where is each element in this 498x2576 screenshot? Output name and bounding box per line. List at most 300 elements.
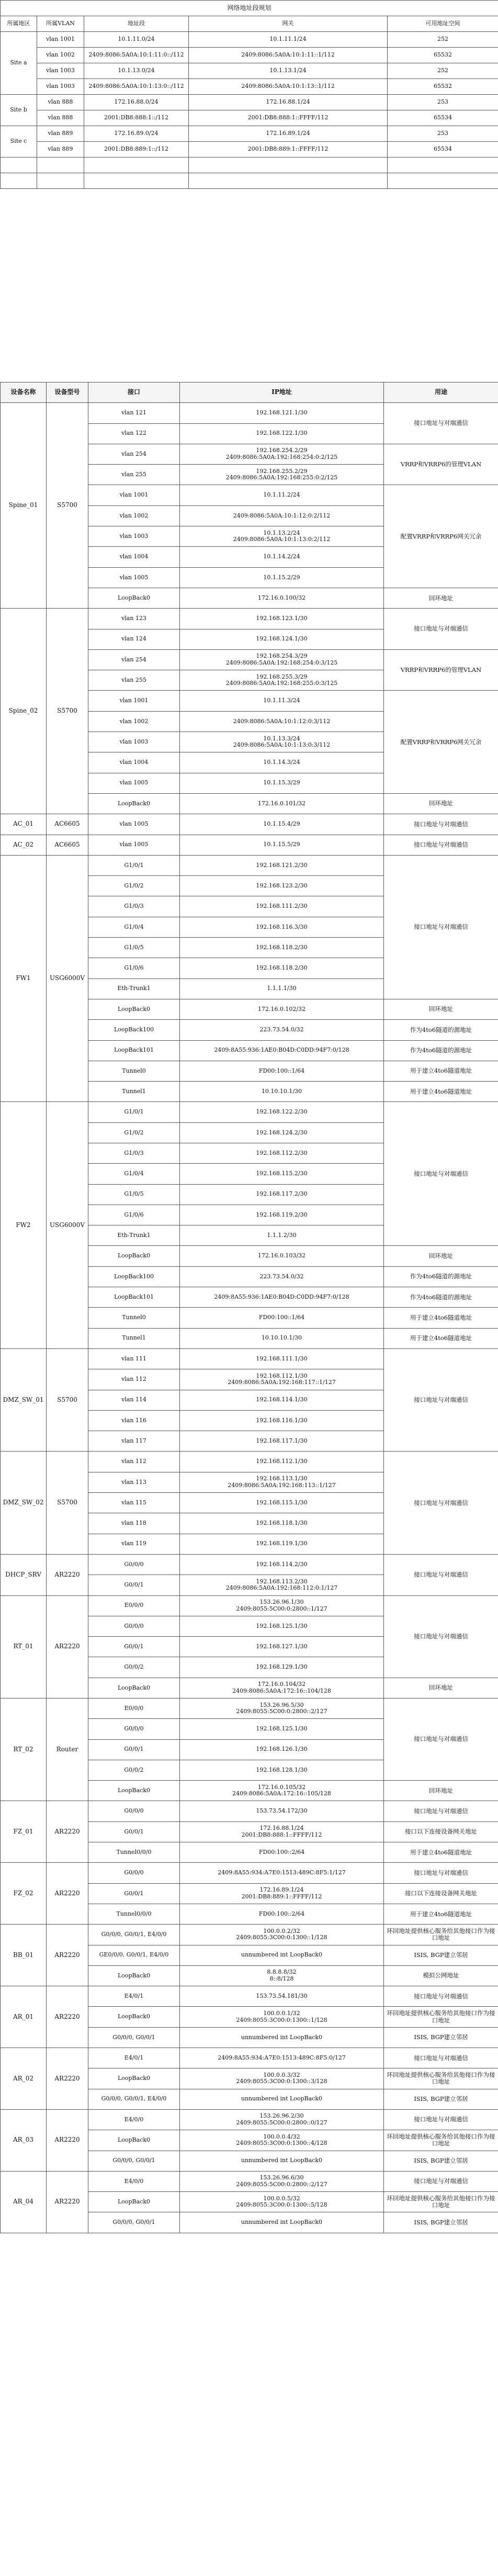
interface-cell: G0/0/1: [88, 1883, 180, 1904]
interface-cell: G1/0/1: [88, 1102, 180, 1122]
interface-cell: G1/0/4: [88, 917, 180, 937]
purpose-cell: 接口地址与对端通信: [384, 1986, 498, 2007]
ip-address-cell: 223.73.54.0/32: [180, 1266, 384, 1287]
interface-cell: vlan 117: [88, 1431, 180, 1452]
purpose-cell: VRRP和VRRP6的管理VLAN: [384, 649, 498, 691]
table-row: [1, 1863, 498, 1883]
purpose-cell: 用于建立4to6隧道地址: [384, 1328, 498, 1348]
interface-cell: G0/0/0, G0/0/1, E4/0/0: [88, 2089, 180, 2109]
interface-cell: G0/0/2: [88, 1657, 180, 1678]
interface-cell: E4/0/0: [88, 2171, 180, 2191]
device-name-cell: FW2: [1, 1102, 47, 1349]
purpose-cell: 接口地址与对端通信: [384, 835, 498, 855]
interface-cell: vlan 1004: [88, 752, 180, 773]
device-model-cell: AC6605: [47, 814, 88, 835]
table-cell: vlan 1003: [37, 79, 84, 95]
device-name-cell: AC_02: [1, 835, 47, 855]
interface-cell: vlan 1003: [88, 732, 180, 752]
ip-address-cell: 100.0.0.3/32 2409:8055:3C00:0:1300::3/128: [180, 2068, 384, 2089]
interface-cell: vlan 118: [88, 1513, 180, 1534]
empty-cell: [1, 158, 37, 173]
interface-cell: G0/0/1: [88, 1575, 180, 1595]
table-cell: 10.1.13.0/24: [84, 63, 189, 79]
ip-address-cell: 192.168.118.2/30: [180, 958, 384, 978]
device-model-cell: AR2220: [47, 1554, 88, 1595]
interface-cell: LoopBack100: [88, 1020, 180, 1040]
device-name-cell: BB_01: [1, 1925, 47, 1986]
device-name-cell: DHCP_SRV: [1, 1554, 47, 1595]
device-name-cell: FZ_01: [1, 1801, 47, 1863]
interface-cell: G1/0/3: [88, 1143, 180, 1163]
header-row: [1, 383, 498, 403]
purpose-cell: 接口地址与对端通信: [384, 1554, 498, 1595]
table-row: [1, 48, 498, 63]
table-row: [1, 814, 498, 835]
interface-cell: vlan 1001: [88, 691, 180, 711]
ip-address-cell: 153.26.96.5/30 2409:8055:5C00:0:2800::2/127: [180, 1698, 384, 1719]
ip-address-cell: 10.1.11.2/24: [180, 485, 384, 505]
device-name-cell: AR_02: [1, 2048, 47, 2110]
table-row: [1, 2171, 498, 2191]
interface-cell: G0/0/1: [88, 1821, 180, 1842]
ip-address-cell: 172.16.0.101/32: [180, 793, 384, 814]
purpose-cell: 接口地址与对端通信: [384, 1348, 498, 1451]
interface-cell: LoopBack101: [88, 1287, 180, 1308]
table-cell: 65534: [388, 110, 498, 126]
header-cell: 可用地址空间: [388, 16, 498, 32]
ip-address-cell: FD00:100::2/64: [180, 1904, 384, 1924]
ip-address-cell: 192.168.126.1/30: [180, 1739, 384, 1760]
table-cell: 2001:DB8:888:1::/112: [84, 110, 189, 126]
table-title-row: [1, 1, 498, 16]
purpose-cell: 接口地址与对端通信: [384, 609, 498, 650]
table-title: 网络地址段规划: [1, 1, 498, 16]
interface-cell: G0/0/1: [88, 1637, 180, 1657]
ip-address-cell: 172.16.0.104/32 2409:8086:5A0A:172:16::104/128: [180, 1678, 384, 1698]
table-cell: 253: [388, 126, 498, 142]
device-name-cell: DMZ_SW_01: [1, 1348, 47, 1451]
table-row: [1, 79, 498, 95]
address-plan-table: [0, 382, 498, 2233]
purpose-cell: 回环地址: [384, 1246, 498, 1266]
device-model-cell: Router: [47, 1698, 88, 1801]
header-cell: 网关: [189, 16, 388, 32]
purpose-cell: 接口地址与对端通信: [384, 2109, 498, 2130]
interface-cell: vlan 122: [88, 423, 180, 444]
purpose-cell: 作为4to6隧道的源地址: [384, 1040, 498, 1061]
purpose-cell: 配置VRRP和VRRP6网关冗余: [384, 691, 498, 793]
ip-address-cell: 192.168.254.3/29 2409:8086:5A0A:192:168:254:0:3/125: [180, 649, 384, 670]
ip-address-cell: 10.1.11.3/24: [180, 691, 384, 711]
device-model-cell: AR2220: [47, 2171, 88, 2233]
table-cell: 2001:DB8:888:1::FFFF/112: [189, 110, 388, 126]
interface-cell: Tunnel0/0/0: [88, 1842, 180, 1863]
device-model-cell: AR2220: [47, 1801, 88, 1863]
purpose-cell: 接口以下连接设备网关地址: [384, 1883, 498, 1904]
empty-cell: [388, 158, 498, 173]
interface-cell: vlan 116: [88, 1410, 180, 1431]
table-cell: vlan 1003: [37, 63, 84, 79]
header-cell: 设备名称: [1, 383, 47, 403]
interface-cell: G0/0/0: [88, 1616, 180, 1636]
purpose-cell: 回环地址: [384, 588, 498, 608]
purpose-cell: 用于建立4to6隧道地址: [384, 1308, 498, 1328]
interface-cell: Eth-Trunk1: [88, 978, 180, 999]
purpose-cell: 作为4to6隧道的源地址: [384, 1266, 498, 1287]
interface-cell: G0/0/0: [88, 1863, 180, 1883]
interface-cell: G1/0/4: [88, 1164, 180, 1184]
purpose-cell: 环回地址提供核心服务给其他接口作为接口地址: [384, 2130, 498, 2151]
ip-address-cell: 223.73.54.0/32: [180, 1020, 384, 1040]
device-model-cell: AR2220: [47, 2109, 88, 2171]
ip-address-cell: FD00:100::2/64: [180, 1842, 384, 1863]
table-row: [1, 126, 498, 142]
interface-cell: vlan 114: [88, 1390, 180, 1410]
purpose-cell: 接口地址与对端通信: [384, 855, 498, 999]
interface-cell: LoopBack0: [88, 999, 180, 1019]
ip-address-cell: 192.168.116.3/30: [180, 917, 384, 937]
interface-cell: G0/0/0, G0/0/1, E4/0/0: [88, 1925, 180, 1945]
ip-address-cell: 2409:8086:5A0A:10:1:12:0:2/112: [180, 505, 384, 526]
table-cell: 253: [388, 95, 498, 110]
ip-address-cell: 192.168.113.2/30 2409:8086:5A0A:192:168:112:0:1/127: [180, 1575, 384, 1595]
ip-address-cell: 192.168.112.2/30: [180, 1143, 384, 1163]
device-model-cell: S5700: [47, 1348, 88, 1451]
purpose-cell: 接口地址与对端通信: [384, 403, 498, 444]
ip-address-cell: 192.168.112.1/30 2409:8086:5A0A:192:168:117::1/127: [180, 1369, 384, 1390]
ip-address-cell: 2409:8A55:936:1AE0:B04D:C0DD:94F7:0/128: [180, 1040, 384, 1061]
interface-cell: vlan 254: [88, 444, 180, 464]
header-cell: 设备型号: [47, 383, 88, 403]
table-row: [1, 142, 498, 158]
interface-cell: LoopBack0: [88, 2192, 180, 2212]
interface-cell: LoopBack0: [88, 2007, 180, 2027]
ip-address-cell: 1.1.1.1/30: [180, 978, 384, 999]
table-row: [1, 2048, 498, 2068]
empty-cell: [37, 173, 84, 189]
interface-cell: Tunnel1: [88, 1082, 180, 1102]
device-model-cell: AR2220: [47, 2048, 88, 2110]
table-row: [1, 1102, 498, 1122]
purpose-cell: 回环地址: [384, 1781, 498, 1801]
ip-address-cell: 192.168.124.2/30: [180, 1122, 384, 1143]
ip-address-cell: 192.168.124.1/30: [180, 629, 384, 649]
ip-address-cell: 192.168.125.1/30: [180, 1719, 384, 1739]
interface-cell: Tunnel0: [88, 1308, 180, 1328]
ip-address-cell: 192.168.127.1/30: [180, 1637, 384, 1657]
ip-address-cell: 172.16.0.105/32 2409:8086:5A0A:172:16::105/128: [180, 1781, 384, 1801]
purpose-cell: 模拟公网地址: [384, 1965, 498, 1986]
ip-address-cell: 2409:8A55:934:A7E0:1513:489C:8F5:1/127: [180, 1863, 384, 1883]
interface-cell: vlan 255: [88, 465, 180, 485]
ip-address-cell: unnumbered int LoopBack0: [180, 1945, 384, 1965]
interface-cell: G0/0/0: [88, 1719, 180, 1739]
ip-address-cell: 192.168.123.2/30: [180, 876, 384, 896]
purpose-cell: 接口地址与对端通信: [384, 2048, 498, 2068]
ip-address-cell: 192.168.117.1/30: [180, 1431, 384, 1452]
interface-cell: vlan 1005: [88, 814, 180, 835]
table-row: [1, 1698, 498, 1719]
purpose-cell: 接口地址与对端通信: [384, 2171, 498, 2191]
device-model-cell: AR2220: [47, 1986, 88, 2048]
ip-address-cell: 192.168.115.1/30: [180, 1493, 384, 1513]
ip-address-cell: 192.168.115.2/30: [180, 1164, 384, 1184]
interface-cell: G0/0/2: [88, 1760, 180, 1780]
table-row: [1, 1348, 498, 1369]
device-model-cell: S5700: [47, 1452, 88, 1554]
interface-cell: G0/0/0, G0/0/1: [88, 2151, 180, 2171]
ip-address-cell: 10.1.15.3/29: [180, 773, 384, 793]
ip-address-cell: unnumbered int LoopBack0: [180, 2212, 384, 2233]
interface-cell: LoopBack0: [88, 1781, 180, 1801]
ip-address-cell: 10.1.15.4/29: [180, 814, 384, 835]
ip-address-cell: 192.168.119.1/30: [180, 1534, 384, 1554]
interface-cell: G0/0/0: [88, 1801, 180, 1821]
table-cell: 2409:8086:5A0A:10:1:13:0::/112: [84, 79, 189, 95]
interface-cell: E0/0/0: [88, 1595, 180, 1616]
empty-cell: [84, 173, 189, 189]
interface-cell: G1/0/5: [88, 1184, 180, 1205]
table-cell: 2001:DB8:889:1::FFFF/112: [189, 142, 388, 158]
interface-cell: LoopBack0: [88, 793, 180, 814]
table-row: [1, 1554, 498, 1574]
table-cell: vlan 1002: [37, 48, 84, 63]
table-cell: 172.16.89.0/24: [84, 126, 189, 142]
ip-address-cell: 192.168.121.1/30: [180, 403, 384, 423]
ip-address-cell: 153.26.96.2/30 2409:8055:5C00:0:2800::0/127: [180, 2109, 384, 2130]
table-row: [1, 609, 498, 629]
interface-cell: E4/0/0: [88, 2109, 180, 2130]
table-cell: 65534: [388, 142, 498, 158]
interface-cell: LoopBack0: [88, 588, 180, 608]
empty-cell: [189, 173, 388, 189]
table-cell: 65532: [388, 48, 498, 63]
purpose-cell: 回环地址: [384, 1678, 498, 1698]
ip-address-cell: 192.168.121.2/30: [180, 855, 384, 875]
ip-address-cell: 192.168.116.1/30: [180, 1410, 384, 1431]
interface-cell: vlan 1002: [88, 711, 180, 732]
device-name-cell: AR_03: [1, 2109, 47, 2171]
header-cell: 接口: [88, 383, 180, 403]
ip-address-cell: 192.168.123.1/30: [180, 609, 384, 629]
device-model-cell: S5700: [47, 609, 88, 814]
ip-address-cell: 172.16.0.102/32: [180, 999, 384, 1019]
purpose-cell: VRRP和VRRP6的管理VLAN: [384, 444, 498, 485]
table-row: [1, 95, 498, 110]
ip-address-cell: 10.1.15.2/29: [180, 567, 384, 588]
ip-address-cell: 2409:8086:5A0A:10:1:12:0:3/112: [180, 711, 384, 732]
ip-address-cell: 1.1.1.2/30: [180, 1225, 384, 1246]
interface-cell: G1/0/6: [88, 958, 180, 978]
table-cell: 172.16.89.1/24: [189, 126, 388, 142]
table-cell: 2001:DB8:889:1::/112: [84, 142, 189, 158]
ip-address-cell: 192.168.117.2/30: [180, 1184, 384, 1205]
interface-cell: vlan 1001: [88, 485, 180, 505]
device-name-cell: RT_01: [1, 1595, 47, 1698]
network-segment-table: [0, 0, 498, 189]
ip-address-cell: 153.73.54.181/30: [180, 1986, 384, 2007]
table-cell: 10.1.13.1/24: [189, 63, 388, 79]
table-cell: 252: [388, 63, 498, 79]
table-cell: 2409:8086:5A0A:10:1:11::1/112: [189, 48, 388, 63]
interface-cell: G1/0/6: [88, 1205, 180, 1225]
table-row: [1, 1452, 498, 1472]
device-model-cell: AC6605: [47, 835, 88, 855]
ip-address-cell: FD00:100::1/64: [180, 1061, 384, 1081]
interface-cell: G0/0/0, G0/0/1: [88, 2027, 180, 2048]
ip-address-cell: 10.1.13.3/24 2409:8086:5A0A:10:1:13:0:3/112: [180, 732, 384, 752]
interface-cell: G1/0/2: [88, 876, 180, 896]
interface-cell: G0/0/0: [88, 1554, 180, 1574]
interface-cell: Eth-Trunk1: [88, 1225, 180, 1246]
purpose-cell: 接口地址与对端通信: [384, 1698, 498, 1781]
purpose-cell: 用于建立4to6隧道地址: [384, 1842, 498, 1863]
interface-cell: vlan 112: [88, 1452, 180, 1472]
purpose-cell: 接口地址与对端通信: [384, 1801, 498, 1821]
table-cell: vlan 889: [37, 126, 84, 142]
ip-address-cell: 8.8.8.8/32 8::8/128: [180, 1965, 384, 1986]
interface-cell: vlan 119: [88, 1534, 180, 1554]
table-cell: vlan 1001: [37, 32, 84, 48]
interface-cell: Tunnel0: [88, 1061, 180, 1081]
ip-address-cell: unnumbered int LoopBack0: [180, 2151, 384, 2171]
interface-cell: vlan 112: [88, 1369, 180, 1390]
purpose-cell: 配置VRRP和VRRP6网关冗余: [384, 485, 498, 588]
ip-address-cell: 2409:8A55:934:A7E0:1513:489C:8F5:0/127: [180, 2048, 384, 2068]
ip-address-cell: 10.1.14.2/24: [180, 547, 384, 567]
ip-address-cell: unnumbered int LoopBack0: [180, 2089, 384, 2109]
device-model-cell: USG6000V: [47, 1102, 88, 1349]
interface-cell: vlan 111: [88, 1348, 180, 1369]
table-row: [1, 1925, 498, 1945]
purpose-cell: 环回地址提供核心服务给其他接口作为接口地址: [384, 1925, 498, 1945]
empty-cell: [1, 173, 37, 189]
interface-cell: vlan 113: [88, 1472, 180, 1492]
table-cell: vlan 888: [37, 95, 84, 110]
purpose-cell: 用于建立4to6隧道地址: [384, 1082, 498, 1102]
table-cell: 2409:8086:5A0A:10:1:13::1/112: [189, 79, 388, 95]
ip-address-cell: 100.0.0.5/32 2409:8055:3C00:0:1300::5/128: [180, 2192, 384, 2212]
header-cell: 所属地区: [1, 16, 37, 32]
ip-address-cell: 192.168.111.1/30: [180, 1348, 384, 1369]
ip-address-cell: 192.168.125.1/30: [180, 1616, 384, 1636]
purpose-cell: 接口地址与对端通信: [384, 1102, 498, 1246]
interface-cell: LoopBack0: [88, 2130, 180, 2151]
table-cell: 10.1.11.0/24: [84, 32, 189, 48]
device-name-cell: FZ_02: [1, 1863, 47, 1925]
interface-cell: GE0/0/0, G0/0/1, E4/0/0: [88, 1945, 180, 1965]
header-cell: 用途: [384, 383, 498, 403]
interface-cell: G1/0/5: [88, 938, 180, 958]
purpose-cell: 接口地址与对端通信: [384, 1595, 498, 1678]
ip-address-cell: 2409:8A55:936:1AE0:B04D:C0DD:94F7:0/128: [180, 1287, 384, 1308]
purpose-cell: 回环地址: [384, 793, 498, 814]
purpose-cell: 用于建立4to6隧道地址: [384, 1061, 498, 1081]
purpose-cell: ISIS, BGP建立邻居: [384, 2212, 498, 2233]
interface-cell: vlan 115: [88, 1493, 180, 1513]
interface-cell: vlan 1005: [88, 567, 180, 588]
purpose-cell: 接口以下连接设备网关地址: [384, 1821, 498, 1842]
interface-cell: LoopBack100: [88, 1266, 180, 1287]
table-cell: 2409:8086:5A0A:10:1:11:0::/112: [84, 48, 189, 63]
ip-address-cell: 10.10.10.1/30: [180, 1082, 384, 1102]
table-cell: 172.16.88.0/24: [84, 95, 189, 110]
device-name-cell: DMZ_SW_02: [1, 1452, 47, 1554]
purpose-cell: ISIS, BGP建立邻居: [384, 2151, 498, 2171]
table-cell: 172.16.88.1/24: [189, 95, 388, 110]
ip-address-cell: 172.16.89.1/24 2001:DB8:889:1::FFFF/112: [180, 1883, 384, 1904]
header-cell: IP地址: [180, 383, 384, 403]
ip-address-cell: 192.168.122.1/30: [180, 423, 384, 444]
interface-cell: vlan 123: [88, 609, 180, 629]
site-cell: Site b: [1, 95, 37, 126]
table-row: [1, 1595, 498, 1616]
purpose-cell: 作为4to6隧道的源地址: [384, 1287, 498, 1308]
device-name-cell: AR_04: [1, 2171, 47, 2233]
purpose-cell: 环回地址提供核心服务给其他接口作为接口地址: [384, 2068, 498, 2089]
ip-address-cell: 192.168.129.1/30: [180, 1657, 384, 1678]
device-name-cell: AR_01: [1, 1986, 47, 2048]
interface-cell: vlan 1005: [88, 773, 180, 793]
device-model-cell: USG6000V: [47, 855, 88, 1102]
empty-row: [1, 173, 498, 189]
ip-address-cell: 172.16.0.103/32: [180, 1246, 384, 1266]
ip-address-cell: 153.26.96.6/30 2409:8055:5C00:0:2800::2/127: [180, 2171, 384, 2191]
ip-address-cell: 192.168.255.2/29 2409:8086:5A0A:192:168:255:0:2/125: [180, 465, 384, 485]
interface-cell: G0/0/0, G0/0/1: [88, 2212, 180, 2233]
header-row: [1, 16, 498, 32]
interface-cell: G1/0/2: [88, 1122, 180, 1143]
ip-address-cell: 10.1.14.3/24: [180, 752, 384, 773]
ip-address-cell: 172.16.0.100/32: [180, 588, 384, 608]
ip-address-cell: 192.168.111.2/30: [180, 896, 384, 917]
interface-cell: vlan 1003: [88, 526, 180, 547]
ip-address-cell: 192.168.122.2/30: [180, 1102, 384, 1122]
ip-address-cell: 100.0.0.4/32 2409:8055:3C00:0:1300::4/128: [180, 2130, 384, 2151]
table-cell: vlan 889: [37, 142, 84, 158]
interface-cell: LoopBack101: [88, 1040, 180, 1061]
ip-address-cell: 10.10.10.1/30: [180, 1328, 384, 1348]
device-model-cell: AR2220: [47, 1925, 88, 1986]
interface-cell: E0/0/0: [88, 1698, 180, 1719]
purpose-cell: 用于建立4to6隧道地址: [384, 1904, 498, 1924]
device-name-cell: AC_01: [1, 814, 47, 835]
ip-address-cell: 100.0.0.2/32 2409:8055:3C00:0:1300::1/128: [180, 1925, 384, 1945]
ip-address-cell: 192.168.128.1/30: [180, 1760, 384, 1780]
interface-cell: vlan 1005: [88, 835, 180, 855]
ip-address-cell: 192.168.112.1/30: [180, 1452, 384, 1472]
ip-address-cell: FD00:100::1/64: [180, 1308, 384, 1328]
interface-cell: vlan 124: [88, 629, 180, 649]
interface-cell: vlan 1002: [88, 505, 180, 526]
purpose-cell: 接口地址与对端通信: [384, 814, 498, 835]
table-row: [1, 1986, 498, 2007]
table-row: [1, 63, 498, 79]
interface-cell: Tunnel1: [88, 1328, 180, 1348]
device-name-cell: FW1: [1, 855, 47, 1102]
purpose-cell: 接口地址与对端通信: [384, 1452, 498, 1554]
interface-cell: vlan 254: [88, 649, 180, 670]
device-model-cell: AR2220: [47, 1595, 88, 1698]
ip-address-cell: 192.168.118.2/30: [180, 938, 384, 958]
interface-cell: vlan 255: [88, 670, 180, 691]
table-row: [1, 110, 498, 126]
table-cell: 10.1.11.1/24: [189, 32, 388, 48]
purpose-cell: 接口地址与对端通信: [384, 1863, 498, 1883]
ip-address-cell: 192.168.254.2/29 2409:8086:5A0A:192:168:254:0:2/125: [180, 444, 384, 464]
empty-row: [1, 158, 498, 173]
device-name-cell: Spine_01: [1, 403, 47, 609]
